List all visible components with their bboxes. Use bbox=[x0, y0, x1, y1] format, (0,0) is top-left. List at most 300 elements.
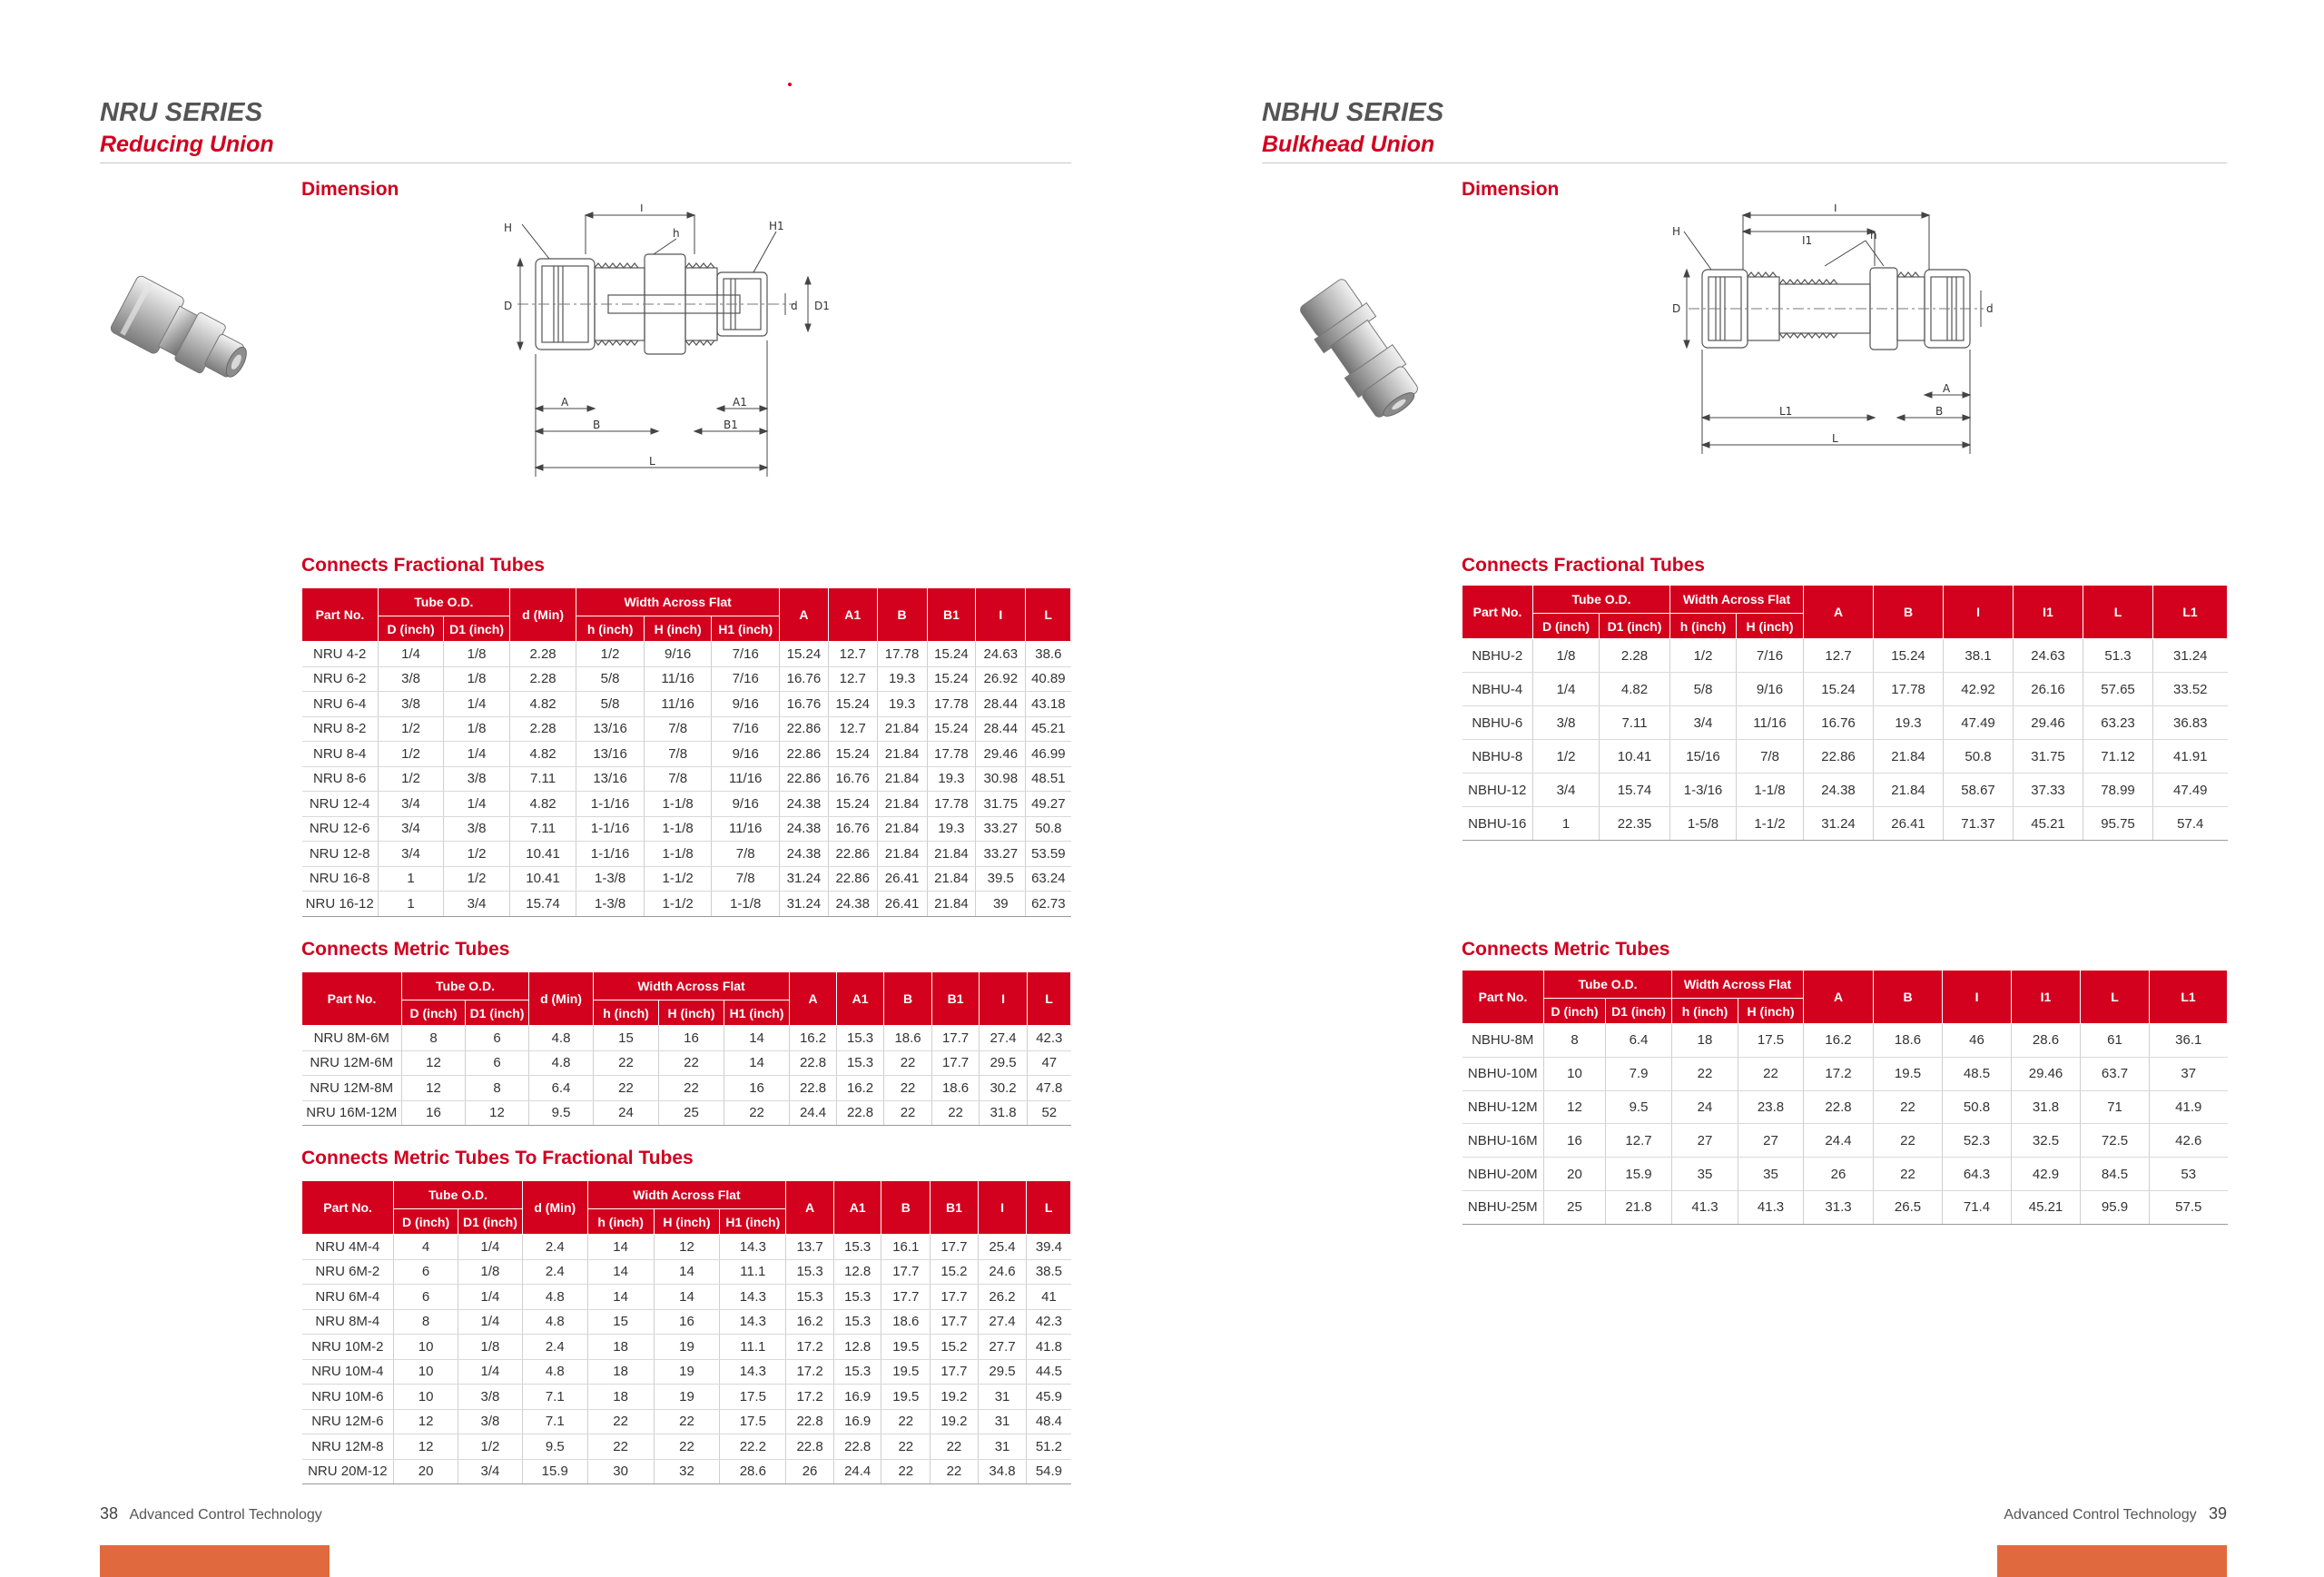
th-l: L bbox=[2083, 586, 2153, 639]
th-i: I bbox=[1944, 586, 2014, 639]
value-cell: 21.84 bbox=[1874, 774, 1944, 807]
part-number-cell: NBHU-4 bbox=[1462, 673, 1533, 706]
value-cell: 1-1/8 bbox=[644, 842, 712, 867]
table-row bbox=[302, 1285, 1071, 1310]
value-cell: 16.76 bbox=[828, 766, 877, 792]
value-cell: 4 bbox=[394, 1235, 458, 1260]
value-cell: 1-1/16 bbox=[576, 816, 645, 842]
value-cell: 17.2 bbox=[786, 1335, 834, 1360]
table-row bbox=[302, 666, 1071, 692]
value-cell: 39 bbox=[976, 892, 1026, 917]
part-number-cell: NBHU-8M bbox=[1462, 1024, 1544, 1058]
value-cell: 28.44 bbox=[976, 692, 1026, 717]
value-cell: 14.3 bbox=[720, 1359, 786, 1385]
value-cell: 17.7 bbox=[932, 1026, 980, 1051]
part-number-cell: NRU 8M-6M bbox=[302, 1026, 402, 1051]
th-tube-od: Tube O.D. bbox=[378, 588, 509, 616]
th-d1-inch: D1 (inch) bbox=[458, 1209, 523, 1235]
value-cell: 14 bbox=[587, 1259, 654, 1285]
value-cell: 51.2 bbox=[1027, 1434, 1071, 1460]
value-cell: 12.8 bbox=[833, 1259, 881, 1285]
value-cell: 3/8 bbox=[1533, 706, 1600, 740]
table-row bbox=[302, 692, 1071, 717]
value-cell: 4.82 bbox=[509, 742, 576, 767]
part-number-cell: NBHU-20M bbox=[1462, 1158, 1544, 1191]
value-cell: 9.5 bbox=[529, 1100, 594, 1126]
value-cell: 26.41 bbox=[877, 866, 927, 892]
value-cell: 18 bbox=[587, 1359, 654, 1385]
value-cell: 22 bbox=[932, 1100, 980, 1126]
value-cell: 16.2 bbox=[786, 1309, 834, 1335]
value-cell: 50.8 bbox=[1026, 816, 1071, 842]
left-footer-bar bbox=[100, 1545, 330, 1577]
value-cell: 1-1/8 bbox=[712, 892, 780, 917]
value-cell: 10.41 bbox=[509, 866, 576, 892]
value-cell: 48.5 bbox=[1943, 1057, 2012, 1090]
value-cell: 11.1 bbox=[720, 1259, 786, 1285]
value-cell: 1/4 bbox=[458, 1285, 523, 1310]
value-cell: 16.2 bbox=[1804, 1024, 1874, 1058]
value-cell: 31.3 bbox=[1804, 1190, 1874, 1224]
value-cell: 32 bbox=[654, 1459, 720, 1484]
value-cell: 45.21 bbox=[2012, 1190, 2081, 1224]
value-cell: 4.82 bbox=[1600, 673, 1670, 706]
value-cell: 4.82 bbox=[509, 692, 576, 717]
svg-text:I: I bbox=[1834, 204, 1837, 214]
value-cell: 47.49 bbox=[2153, 774, 2228, 807]
value-cell: 41 bbox=[1027, 1285, 1071, 1310]
value-cell: 13/16 bbox=[576, 742, 645, 767]
value-cell: 50.8 bbox=[1943, 1090, 2012, 1124]
value-cell: 15.24 bbox=[927, 642, 976, 667]
value-cell: 12.7 bbox=[1606, 1124, 1672, 1158]
th-width-across-flat: Width Across Flat bbox=[1672, 971, 1804, 999]
svg-text:d: d bbox=[1986, 302, 1994, 315]
value-cell: 38.6 bbox=[1026, 642, 1071, 667]
value-cell: 15.3 bbox=[837, 1026, 884, 1051]
value-cell: 15.74 bbox=[1600, 774, 1670, 807]
value-cell: 9/16 bbox=[712, 692, 780, 717]
th-d1-inch: D1 (inch) bbox=[444, 616, 509, 642]
value-cell: 1/4 bbox=[444, 792, 509, 817]
value-cell: 19.3 bbox=[877, 666, 927, 692]
value-cell: 22.8 bbox=[786, 1409, 834, 1434]
value-cell: 16.1 bbox=[881, 1235, 931, 1260]
value-cell: 21.84 bbox=[927, 842, 976, 867]
value-cell: 16 bbox=[654, 1309, 720, 1335]
value-cell: 12 bbox=[402, 1076, 466, 1101]
value-cell: 17.7 bbox=[881, 1259, 931, 1285]
th-part-no: Part No. bbox=[1462, 971, 1544, 1024]
th-H-inch: H (inch) bbox=[1738, 999, 1804, 1024]
th-i: I bbox=[980, 972, 1028, 1026]
value-cell: 27 bbox=[1672, 1124, 1738, 1158]
value-cell: 12.7 bbox=[828, 666, 877, 692]
svg-text:L: L bbox=[649, 455, 655, 468]
right-page-number: 39 bbox=[2208, 1504, 2227, 1523]
value-cell: 22 bbox=[587, 1434, 654, 1460]
nbhu-dimension-drawing bbox=[1652, 204, 2061, 477]
table-row bbox=[1462, 1090, 2228, 1124]
th-a1: A1 bbox=[833, 1181, 881, 1235]
value-cell: 8 bbox=[466, 1076, 529, 1101]
value-cell: 22.2 bbox=[720, 1434, 786, 1460]
value-cell: 7/8 bbox=[1737, 740, 1804, 774]
part-number-cell: NBHU-8 bbox=[1462, 740, 1533, 774]
th-H-inch: H (inch) bbox=[659, 1000, 724, 1026]
value-cell: 71 bbox=[2081, 1090, 2150, 1124]
value-cell: 63.7 bbox=[2081, 1057, 2150, 1090]
right-footer-text: Advanced Control Technology bbox=[2004, 1507, 2197, 1523]
value-cell: 7/16 bbox=[1737, 639, 1804, 673]
value-cell: 25.4 bbox=[978, 1235, 1027, 1260]
part-number-cell: NRU 16-12 bbox=[302, 892, 379, 917]
value-cell: 18 bbox=[1672, 1024, 1738, 1058]
th-h-inch: h (inch) bbox=[576, 616, 645, 642]
value-cell: 22.8 bbox=[837, 1100, 884, 1126]
th-b: B bbox=[881, 1181, 931, 1235]
svg-text:A1: A1 bbox=[733, 396, 747, 409]
value-cell: 14 bbox=[724, 1050, 790, 1076]
part-number-cell: NRU 10M-4 bbox=[302, 1359, 394, 1385]
value-cell: 5/8 bbox=[576, 692, 645, 717]
value-cell: 1/8 bbox=[1533, 639, 1600, 673]
svg-text:d: d bbox=[791, 300, 798, 312]
value-cell: 31 bbox=[978, 1434, 1027, 1460]
value-cell: 11/16 bbox=[1737, 706, 1804, 740]
value-cell: 12 bbox=[1544, 1090, 1606, 1124]
value-cell: 95.9 bbox=[2081, 1190, 2150, 1224]
value-cell: 3/8 bbox=[458, 1385, 523, 1410]
nbhu-fractional-table bbox=[1462, 585, 2228, 841]
value-cell: 1/4 bbox=[444, 692, 509, 717]
value-cell: 42.92 bbox=[1944, 673, 2014, 706]
svg-text:I: I bbox=[640, 204, 644, 214]
value-cell: 42.6 bbox=[2150, 1124, 2228, 1158]
value-cell: 16.9 bbox=[833, 1409, 881, 1434]
value-cell: 11/16 bbox=[644, 666, 712, 692]
th-i1: I1 bbox=[2014, 586, 2083, 639]
value-cell: 19 bbox=[654, 1359, 720, 1385]
nru-product-image bbox=[104, 272, 268, 413]
value-cell: 1-1/16 bbox=[576, 792, 645, 817]
value-cell: 6 bbox=[466, 1050, 529, 1076]
value-cell: 22 bbox=[881, 1459, 931, 1484]
table-row bbox=[302, 1335, 1071, 1360]
value-cell: 15.3 bbox=[786, 1285, 834, 1310]
value-cell: 8 bbox=[402, 1026, 466, 1051]
svg-text:B: B bbox=[593, 419, 601, 431]
table-row bbox=[1462, 1190, 2228, 1224]
value-cell: 1/2 bbox=[1670, 639, 1737, 673]
value-cell: 4.8 bbox=[522, 1285, 587, 1310]
part-number-cell: NRU 4-2 bbox=[302, 642, 379, 667]
value-cell: 1/2 bbox=[458, 1434, 523, 1460]
left-series-title: NRU SERIES bbox=[100, 98, 263, 127]
value-cell: 41.8 bbox=[1027, 1335, 1071, 1360]
right-footer bbox=[1994, 1504, 2227, 1523]
table-row bbox=[1462, 639, 2228, 673]
value-cell: 15.24 bbox=[828, 792, 877, 817]
value-cell: 17.5 bbox=[720, 1409, 786, 1434]
value-cell: 52 bbox=[1028, 1100, 1071, 1126]
value-cell: 19.3 bbox=[877, 692, 927, 717]
value-cell: 5/8 bbox=[1670, 673, 1737, 706]
value-cell: 4.8 bbox=[522, 1359, 587, 1385]
value-cell: 13.7 bbox=[786, 1235, 834, 1260]
value-cell: 17.78 bbox=[1874, 673, 1944, 706]
th-H-inch: H (inch) bbox=[644, 616, 712, 642]
value-cell: 52.3 bbox=[1943, 1124, 2012, 1158]
th-width-across-flat: Width Across Flat bbox=[594, 972, 790, 1000]
value-cell: 14 bbox=[724, 1026, 790, 1051]
value-cell: 2.4 bbox=[522, 1335, 587, 1360]
value-cell: 27 bbox=[1738, 1124, 1804, 1158]
value-cell: 19.3 bbox=[1874, 706, 1944, 740]
value-cell: 9/16 bbox=[644, 642, 712, 667]
value-cell: 3/4 bbox=[458, 1459, 523, 1484]
th-d-inch: D (inch) bbox=[1544, 999, 1606, 1024]
part-number-cell: NRU 6M-2 bbox=[302, 1259, 394, 1285]
th-i: I bbox=[978, 1181, 1027, 1235]
value-cell: 7/16 bbox=[712, 666, 780, 692]
value-cell: 22 bbox=[654, 1434, 720, 1460]
value-cell: 31.75 bbox=[976, 792, 1026, 817]
part-number-cell: NRU 6-2 bbox=[302, 666, 379, 692]
part-number-cell: NRU 12-6 bbox=[302, 816, 379, 842]
value-cell: 30 bbox=[587, 1459, 654, 1484]
value-cell: 71.37 bbox=[1944, 807, 2014, 841]
value-cell: 45.21 bbox=[1026, 716, 1071, 742]
value-cell: 29.5 bbox=[980, 1050, 1028, 1076]
value-cell: 3/4 bbox=[378, 816, 443, 842]
value-cell: 14 bbox=[654, 1285, 720, 1310]
value-cell: 22.86 bbox=[779, 716, 828, 742]
value-cell: 24.38 bbox=[779, 816, 828, 842]
value-cell: 19.2 bbox=[931, 1385, 979, 1410]
value-cell: 22 bbox=[594, 1050, 659, 1076]
th-a: A bbox=[1804, 586, 1874, 639]
value-cell: 1/4 bbox=[1533, 673, 1600, 706]
value-cell: 3/8 bbox=[458, 1409, 523, 1434]
value-cell: 13/16 bbox=[576, 716, 645, 742]
table-row bbox=[302, 792, 1071, 817]
part-number-cell: NBHU-2 bbox=[1462, 639, 1533, 673]
value-cell: 26 bbox=[786, 1459, 834, 1484]
value-cell: 2.28 bbox=[509, 666, 576, 692]
value-cell: 22.8 bbox=[786, 1434, 834, 1460]
value-cell: 1 bbox=[1533, 807, 1600, 841]
value-cell: 25 bbox=[1544, 1190, 1606, 1224]
value-cell: 11/16 bbox=[712, 766, 780, 792]
value-cell: 13/16 bbox=[576, 766, 645, 792]
svg-text:D: D bbox=[504, 300, 513, 312]
part-number-cell: NRU 8-4 bbox=[302, 742, 379, 767]
value-cell: 14 bbox=[587, 1235, 654, 1260]
th-tube-od: Tube O.D. bbox=[1544, 971, 1672, 999]
value-cell: 32.5 bbox=[2012, 1124, 2081, 1158]
svg-text:H: H bbox=[1672, 225, 1681, 238]
value-cell: 3/8 bbox=[444, 816, 509, 842]
left-fractional-heading: Connects Fractional Tubes bbox=[301, 555, 545, 576]
table-row bbox=[302, 766, 1071, 792]
th-tube-od: Tube O.D. bbox=[394, 1181, 523, 1209]
value-cell: 51.3 bbox=[2083, 639, 2153, 673]
value-cell: 3/8 bbox=[378, 692, 443, 717]
value-cell: 4.8 bbox=[529, 1050, 594, 1076]
value-cell: 6 bbox=[394, 1259, 458, 1285]
table-row bbox=[302, 1409, 1071, 1434]
value-cell: 24.4 bbox=[833, 1459, 881, 1484]
value-cell: 22 bbox=[1874, 1158, 1943, 1191]
value-cell: 22.86 bbox=[779, 766, 828, 792]
th-d1-inch: D1 (inch) bbox=[466, 1000, 529, 1026]
th-d1-inch: D1 (inch) bbox=[1600, 614, 1670, 639]
value-cell: 41.3 bbox=[1738, 1190, 1804, 1224]
value-cell: 71.12 bbox=[2083, 740, 2153, 774]
left-dimension-heading: Dimension bbox=[301, 179, 399, 200]
value-cell: 1/8 bbox=[444, 666, 509, 692]
value-cell: 21.8 bbox=[1606, 1190, 1672, 1224]
value-cell: 38.5 bbox=[1027, 1259, 1071, 1285]
value-cell: 25 bbox=[659, 1100, 724, 1126]
th-b: B bbox=[884, 972, 932, 1026]
value-cell: 19 bbox=[654, 1335, 720, 1360]
value-cell: 45.9 bbox=[1027, 1385, 1071, 1410]
th-part-no: Part No. bbox=[1462, 586, 1533, 639]
value-cell: 31.24 bbox=[1804, 807, 1874, 841]
th-tube-od: Tube O.D. bbox=[1533, 586, 1670, 614]
table-row bbox=[302, 1459, 1071, 1484]
value-cell: 53.59 bbox=[1026, 842, 1071, 867]
table-row bbox=[1462, 1057, 2228, 1090]
value-cell: 3/4 bbox=[1533, 774, 1600, 807]
value-cell: 33.27 bbox=[976, 816, 1026, 842]
value-cell: 62.73 bbox=[1026, 892, 1071, 917]
th-H1-inch: H1 (inch) bbox=[724, 1000, 790, 1026]
value-cell: 1-3/16 bbox=[1670, 774, 1737, 807]
value-cell: 31.8 bbox=[2012, 1090, 2081, 1124]
value-cell: 42.3 bbox=[1028, 1026, 1071, 1051]
table-row bbox=[302, 842, 1071, 867]
value-cell: 2.28 bbox=[509, 716, 576, 742]
nru-metric-to-fractional-table bbox=[301, 1180, 1071, 1484]
th-l: L bbox=[2081, 971, 2150, 1024]
value-cell: 16.76 bbox=[779, 692, 828, 717]
nru-metric-table bbox=[301, 971, 1071, 1126]
value-cell: 45.21 bbox=[2014, 807, 2083, 841]
value-cell: 58.67 bbox=[1944, 774, 2014, 807]
value-cell: 12 bbox=[394, 1409, 458, 1434]
part-number-cell: NRU 6-4 bbox=[302, 692, 379, 717]
value-cell: 15.3 bbox=[837, 1050, 884, 1076]
value-cell: 2.4 bbox=[522, 1259, 587, 1285]
part-number-cell: NBHU-16M bbox=[1462, 1124, 1544, 1158]
th-d-inch: D (inch) bbox=[378, 616, 443, 642]
th-d-inch: D (inch) bbox=[394, 1209, 458, 1235]
part-number-cell: NRU 10M-6 bbox=[302, 1385, 394, 1410]
value-cell: 17.78 bbox=[927, 692, 976, 717]
table-row bbox=[1462, 1158, 2228, 1191]
part-number-cell: NRU 12M-8M bbox=[302, 1076, 402, 1101]
value-cell: 22 bbox=[1874, 1124, 1943, 1158]
svg-text:H1: H1 bbox=[769, 220, 784, 232]
th-b: B bbox=[877, 588, 927, 642]
value-cell: 14 bbox=[654, 1259, 720, 1285]
value-cell: 12 bbox=[394, 1434, 458, 1460]
value-cell: 15.24 bbox=[779, 642, 828, 667]
value-cell: 21.84 bbox=[927, 892, 976, 917]
value-cell: 26.2 bbox=[978, 1285, 1027, 1310]
value-cell: 9/16 bbox=[712, 792, 780, 817]
part-number-cell: NRU 16M-12M bbox=[302, 1100, 402, 1126]
value-cell: 6 bbox=[394, 1285, 458, 1310]
th-H1-inch: H1 (inch) bbox=[712, 616, 780, 642]
value-cell: 27.4 bbox=[980, 1026, 1028, 1051]
value-cell: 3/4 bbox=[378, 842, 443, 867]
value-cell: 16.76 bbox=[1804, 706, 1874, 740]
svg-text:D1: D1 bbox=[814, 300, 830, 312]
value-cell: 54.9 bbox=[1027, 1459, 1071, 1484]
value-cell: 1-5/8 bbox=[1670, 807, 1737, 841]
value-cell: 1-1/2 bbox=[1737, 807, 1804, 841]
value-cell: 49.27 bbox=[1026, 792, 1071, 817]
value-cell: 15 bbox=[594, 1026, 659, 1051]
part-number-cell: NRU 12M-8 bbox=[302, 1434, 394, 1460]
value-cell: 26.5 bbox=[1874, 1190, 1943, 1224]
value-cell: 10 bbox=[394, 1385, 458, 1410]
value-cell: 24.6 bbox=[978, 1259, 1027, 1285]
table-row bbox=[302, 1235, 1071, 1260]
th-i: I bbox=[976, 588, 1026, 642]
value-cell: 22 bbox=[881, 1434, 931, 1460]
value-cell: 1/4 bbox=[458, 1359, 523, 1385]
th-d1-inch: D1 (inch) bbox=[1606, 999, 1672, 1024]
value-cell: 22.86 bbox=[779, 742, 828, 767]
table-row bbox=[302, 1026, 1071, 1051]
th-h-inch: h (inch) bbox=[1672, 999, 1738, 1024]
value-cell: 1-1/2 bbox=[644, 866, 712, 892]
value-cell: 24.4 bbox=[790, 1100, 837, 1126]
value-cell: 7/8 bbox=[644, 742, 712, 767]
value-cell: 48.4 bbox=[1027, 1409, 1071, 1434]
value-cell: 71.4 bbox=[1943, 1190, 2012, 1224]
value-cell: 61 bbox=[2081, 1024, 2150, 1058]
table-row bbox=[1462, 1024, 2228, 1058]
value-cell: 17.7 bbox=[881, 1285, 931, 1310]
value-cell: 6 bbox=[466, 1026, 529, 1051]
part-number-cell: NBHU-6 bbox=[1462, 706, 1533, 740]
value-cell: 22 bbox=[659, 1050, 724, 1076]
part-number-cell: NBHU-16 bbox=[1462, 807, 1533, 841]
svg-text:I1: I1 bbox=[1802, 234, 1813, 247]
value-cell: 22.8 bbox=[790, 1076, 837, 1101]
value-cell: 22.8 bbox=[790, 1050, 837, 1076]
value-cell: 23.8 bbox=[1738, 1090, 1804, 1124]
value-cell: 16.2 bbox=[790, 1026, 837, 1051]
value-cell: 10 bbox=[394, 1335, 458, 1360]
part-number-cell: NRU 8-2 bbox=[302, 716, 379, 742]
th-a: A bbox=[779, 588, 828, 642]
part-number-cell: NBHU-12M bbox=[1462, 1090, 1544, 1124]
value-cell: 50.8 bbox=[1944, 740, 2014, 774]
value-cell: 36.1 bbox=[2150, 1024, 2228, 1058]
value-cell: 9.5 bbox=[1606, 1090, 1672, 1124]
value-cell: 1/2 bbox=[444, 842, 509, 867]
value-cell: 17.7 bbox=[931, 1285, 979, 1310]
value-cell: 6.4 bbox=[1606, 1024, 1672, 1058]
value-cell: 7.11 bbox=[509, 766, 576, 792]
